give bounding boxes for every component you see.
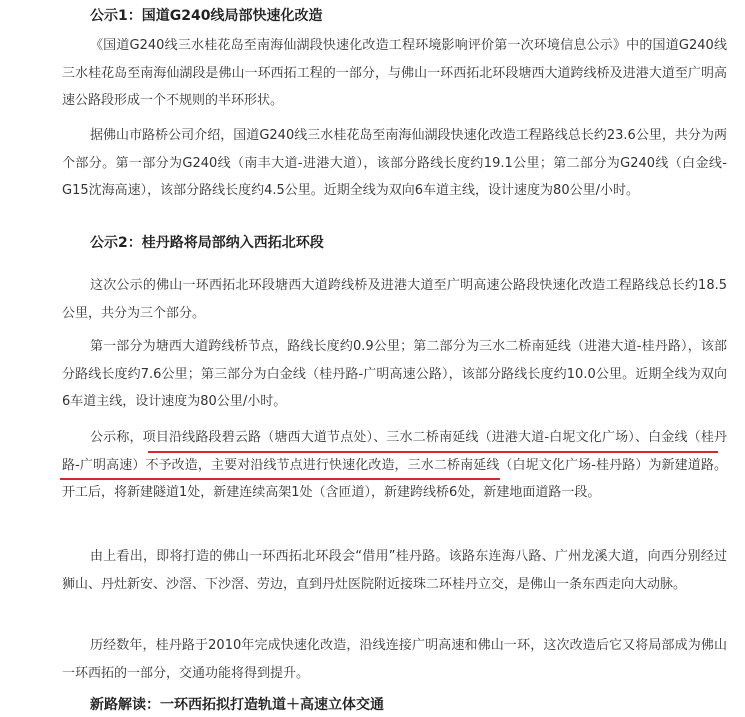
paragraph-6: 由上看出，即将打造的佛山一环西拓北环段会“借用”桂丹路。该路东连海八路、广州龙溪大道，向西分别经过狮山、丹灶新安、沙滘、下沙滘、劳边，直到丹灶医院附近接珠二环桂丹立交，是佛山一条东西走向大动脉。 [62, 549, 727, 592]
paragraph-5: 公示称，项目沿线路段碧云路（塘西大道节点处）、三水二桥南延线（进港大道-白坭文化广场）、白金线（桂丹路-广明高速）不予改造，主要对沿线节点进行快速化改造，三水二桥南延线（白坭文化广场-桂丹路）为新建道路。开工后，将新建隧道1处，新建连续高架1处（含匝道），新建跨线桥6处，新建地面道路一段。 [62, 430, 727, 500]
paragraph-3: 这次公示的佛山一环西拓北环段塘西大道跨线桥及进港大道至广明高速公路段快速化改造工程路线总长约18.5公里，共分为三个部分。 [62, 278, 727, 321]
highlight-underline-2 [60, 478, 500, 480]
section-heading-3: 新路解读：一环西拓拟打造轨道＋高速立体交通 [90, 697, 384, 713]
paragraph-7: 历经数年，桂丹路于2010年完成快速化改造，沿线连接广明高速和佛山一环，这次改造后它又将局部成为佛山一环西拓的一部分，交通功能将得到提升。 [62, 638, 727, 681]
paragraph-4: 第一部分为塘西大道跨线桥节点，路线长度约0.9公里；第二部分为三水二桥南延线（进港大道-桂丹路），该部分路线长度约7.6公里；第三部分为白金线（桂丹路-广明高速公路），该部分路线长度约10.0公里。近期全线为双向6车道主线，设计速度为80公里/小时。 [62, 339, 727, 409]
section-heading-2: 公示2：桂丹路将局部纳入西拓北环段 [90, 235, 324, 251]
section-heading-1: 公示1：国道G240线局部快速化改造 [90, 8, 323, 24]
paragraph-1: 《国道G240线三水桂花岛至南海仙湖段快速化改造工程环境影响评价第一次环境信息公示》中的国道G240线三水桂花岛至南海仙湖段是佛山一环西拓工程的一部分，与佛山一环西拓北环段塘西大道跨线桥及进港大道至广明高速公路段形成一个不规则的半环形状。 [62, 38, 727, 108]
highlight-underline-1 [148, 451, 718, 453]
paragraph-2: 据佛山市路桥公司介绍，国道G240线三水桂花岛至南海仙湖段快速化改造工程路线总长约23.6公里，共分为两个部分。第一部分为G240线（南丰大道-进港大道），该部分路线长度约19.1公里；第二部分为G240线（白金线-G15沈海高速），该部分路线长度约4.5公里。近期全线为双向6车道主线，设计速度为80公里/小时。 [62, 128, 727, 198]
